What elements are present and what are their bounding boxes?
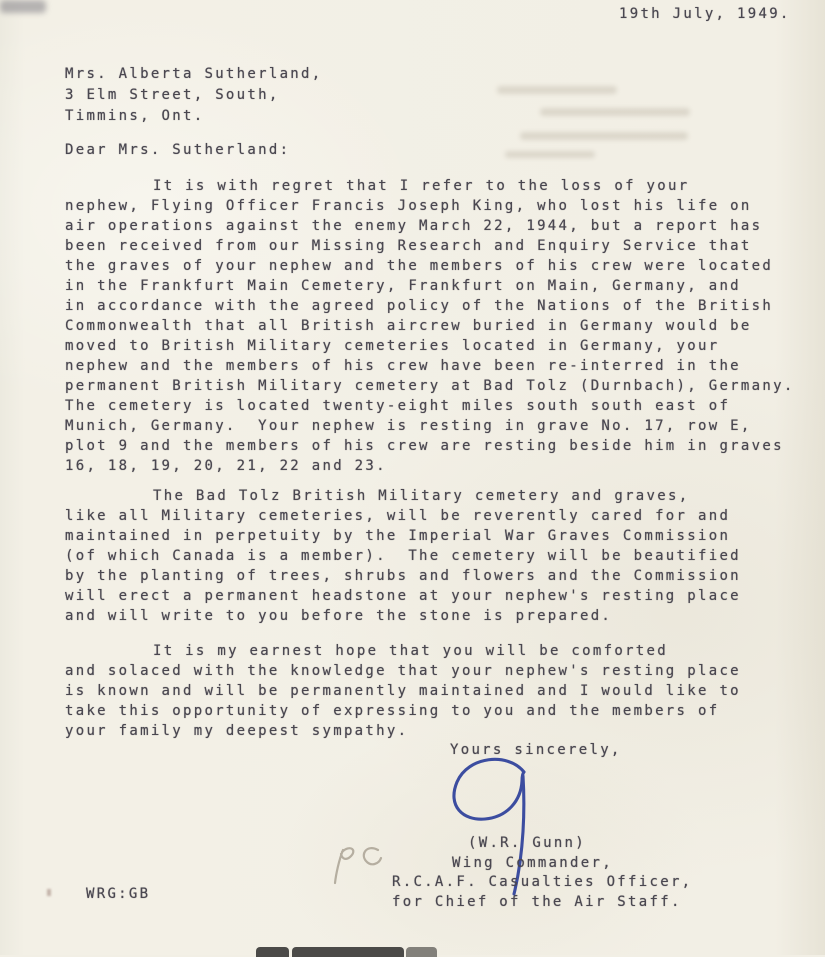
paragraph-1	[65, 176, 795, 476]
paper-stain	[497, 86, 617, 94]
text-line: It is with regret that I refer to the loss of your	[153, 178, 690, 194]
text-line: nephew and the members of his crew have been re-interred in the	[65, 358, 741, 374]
text-line: Mrs. Alberta Sutherland,	[65, 66, 323, 82]
text-line: the graves of your nephew and the members of his crew were located	[65, 258, 774, 274]
text-line: (of which Canada is a member). The cemetery will be beautified	[65, 548, 741, 564]
text-line: 3 Elm Street, South,	[65, 87, 280, 103]
signer-title-onbehalf: for Chief of the Air Staff.	[392, 894, 682, 910]
text-line: Commonwealth that all British aircrew buried in Germany would be	[65, 318, 752, 334]
paragraph-2	[65, 486, 741, 626]
ink-smudge	[0, 0, 46, 13]
salutation: Dear Mrs. Sutherland:	[65, 142, 291, 158]
paper-stain	[540, 108, 690, 116]
text-line: The Bad Tolz British Military cemetery and graves,	[153, 488, 690, 504]
paragraph-3	[65, 641, 741, 741]
text-line: Munich, Germany. Your nephew is resting in grave No. 17, row E,	[65, 418, 752, 434]
text-line: like all Military cemeteries, will be reverently cared for and	[65, 508, 731, 524]
signer-name: (W.R. Gunn)	[468, 835, 587, 851]
text-line: by the planting of trees, shrubs and flowers and the Commission	[65, 568, 741, 584]
text-line: plot 9 and the members of his crew are resting beside him in graves	[65, 438, 784, 454]
pencil-annotation-pc	[333, 843, 388, 887]
text-line: The cemetery is located twenty-eight miles south south east of	[65, 398, 731, 414]
cutoff-button-right[interactable]	[406, 947, 437, 957]
text-line: It is my earnest hope that you will be comforted	[153, 643, 668, 659]
paper-stain	[520, 132, 688, 140]
text-line: maintained in perpetuity by the Imperial War Graves Commission	[65, 528, 731, 544]
text-line: is known and will be permanently maintained and I would like to	[65, 683, 741, 699]
signer-title-office: R.C.A.F. Casualties Officer,	[392, 874, 693, 890]
text-line: nephew, Flying Officer Francis Joseph King, who lost his life on	[65, 198, 752, 214]
paper-stain	[505, 151, 595, 158]
text-line: will erect a permanent headstone at your nephew's resting place	[65, 588, 741, 604]
text-line: take this opportunity of expressing to you and the members of	[65, 703, 720, 719]
text-line: your family my deepest sympathy.	[65, 723, 409, 739]
signer-title-rank: Wing Commander,	[452, 855, 613, 871]
signature-stroke	[454, 759, 524, 819]
text-line: and solaced with the knowledge that your nephew's resting place	[65, 663, 741, 679]
pencil-mark	[47, 889, 51, 896]
text-line: moved to British Military cemeteries located in Germany, your	[65, 338, 720, 354]
typist-initials: WRG:GB	[86, 886, 151, 902]
text-line: in accordance with the agreed policy of the Nations of the British	[65, 298, 774, 314]
text-line: Timmins, Ont.	[65, 108, 205, 124]
text-line: been received from our Missing Research and Enquiry Service that	[65, 238, 752, 254]
cutoff-button-left[interactable]	[256, 947, 289, 957]
text-line: in the Frankfurt Main Cemetery, Frankfurt on Main, Germany, and	[65, 278, 741, 294]
text-line: 16, 18, 19, 20, 21, 22 and 23.	[65, 458, 387, 474]
letter-date: 19th July, 1949.	[619, 6, 791, 22]
cutoff-button-middle[interactable]	[292, 947, 404, 957]
text-line: permanent British Military cemetery at Bad Tolz (Durnbach), Germany.	[65, 378, 795, 394]
text-line: and will write to you before the stone is prepared.	[65, 608, 613, 624]
closing: Yours sincerely,	[450, 742, 622, 758]
recipient-address	[65, 64, 323, 127]
text-line: air operations against the enemy March 22, 1944, but a report has	[65, 218, 763, 234]
